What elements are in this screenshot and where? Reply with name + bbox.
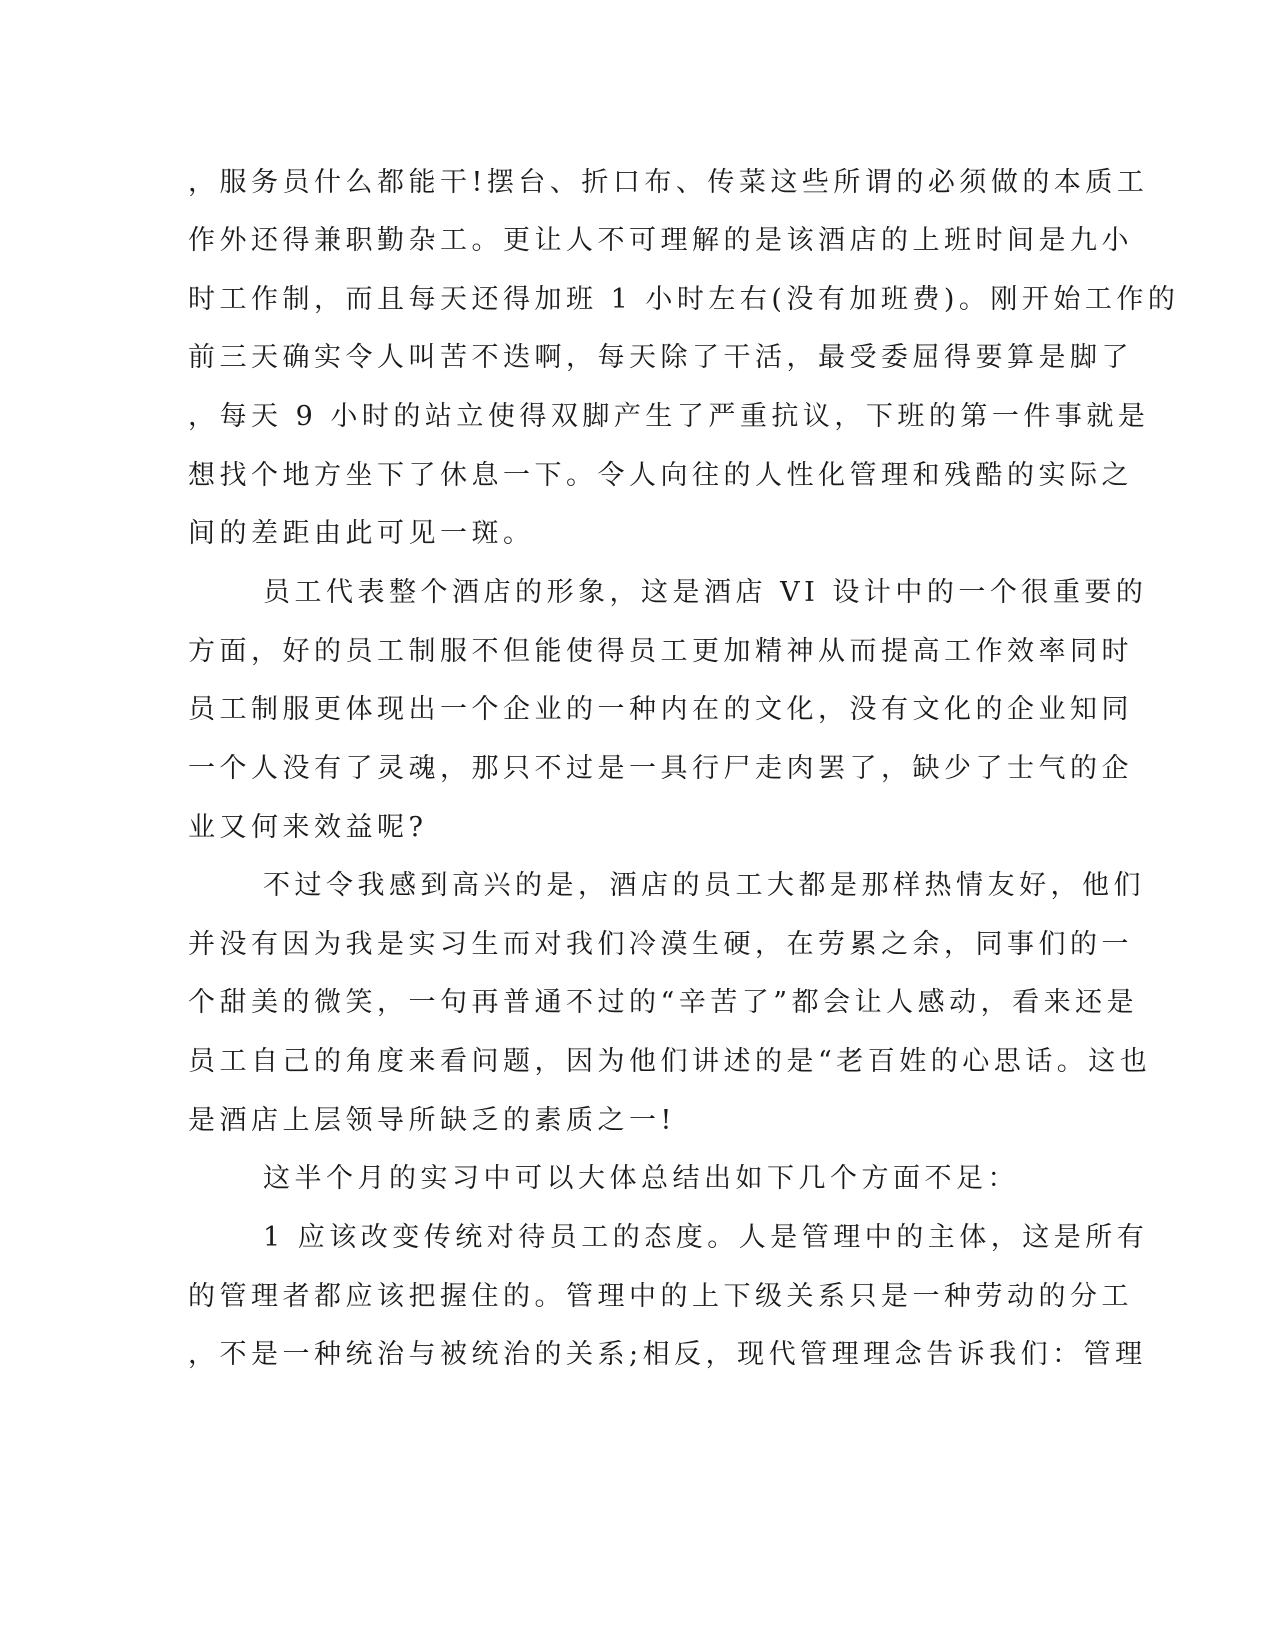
- paragraph-first-line: 1 应该改变传统对待员工的态度。人是管理中的主体，这是所有: [263, 1222, 1149, 1253]
- text-line: 个甜美的微笑，一句再普通不过的“辛苦了”都会让人感动，看来还是: [188, 987, 1139, 1018]
- text-line: ，服务员什么都能干!摆台、折口布、传菜这些所谓的必须做的本质工: [188, 167, 1149, 198]
- text-line: 并没有因为我是实习生而对我们冷漠生硬，在劳累之余，同事们的一: [188, 929, 1133, 960]
- text-line: ，不是一种统治与被统治的关系;相反，现代管理理念告诉我们：管理: [188, 1339, 1147, 1370]
- text-line: 间的差距由此可见一斑。: [188, 518, 535, 549]
- text-line: 前三天确实令人叫苦不迭啊，每天除了干活，最受委屈得要算是脚了: [188, 342, 1133, 373]
- text-line: 一个人没有了灵魂，那只不过是一具行尸走肉罢了，缺少了士气的企: [188, 753, 1133, 784]
- paragraph-first-line: 这半个月的实习中可以大体总结出如下几个方面不足：: [263, 1163, 1019, 1194]
- text-line: 业又何来效益呢?: [188, 812, 428, 843]
- text-line: 想找个地方坐下了休息一下。令人向往的人性化管理和残酷的实际之: [188, 460, 1133, 491]
- text-line: 员工制服更体现出一个企业的一种内在的文化，没有文化的企业知同: [188, 694, 1133, 725]
- text-line: 员工自己的角度来看问题，因为他们讲述的是“老百姓的心思话。这也: [188, 1046, 1152, 1077]
- text-line: ，每天 9 小时的站立使得双脚产生了严重抗议，下班的第一件事就是: [188, 401, 1150, 432]
- text-line: 方面，好的员工制服不但能使得员工更加精神从而提高工作效率同时: [188, 636, 1133, 667]
- text-line: 的管理者都应该把握住的。管理中的上下级关系只是一种劳动的分工: [188, 1281, 1133, 1312]
- text-line: 是酒店上层领导所缺乏的素质之一!: [188, 1105, 676, 1136]
- paragraph-first-line: 不过令我感到高兴的是，酒店的员工大都是那样热情友好，他们: [263, 870, 1145, 901]
- text-line: 作外还得兼职勤杂工。更让人不可理解的是该酒店的上班时间是九小: [188, 225, 1133, 256]
- text-line: 时工作制，而且每天还得加班 1 小时左右(没有加班费)。刚开始工作的: [188, 284, 1180, 315]
- paragraph-first-line: 员工代表整个酒店的形象，这是酒店 VI 设计中的一个很重要的: [263, 577, 1148, 608]
